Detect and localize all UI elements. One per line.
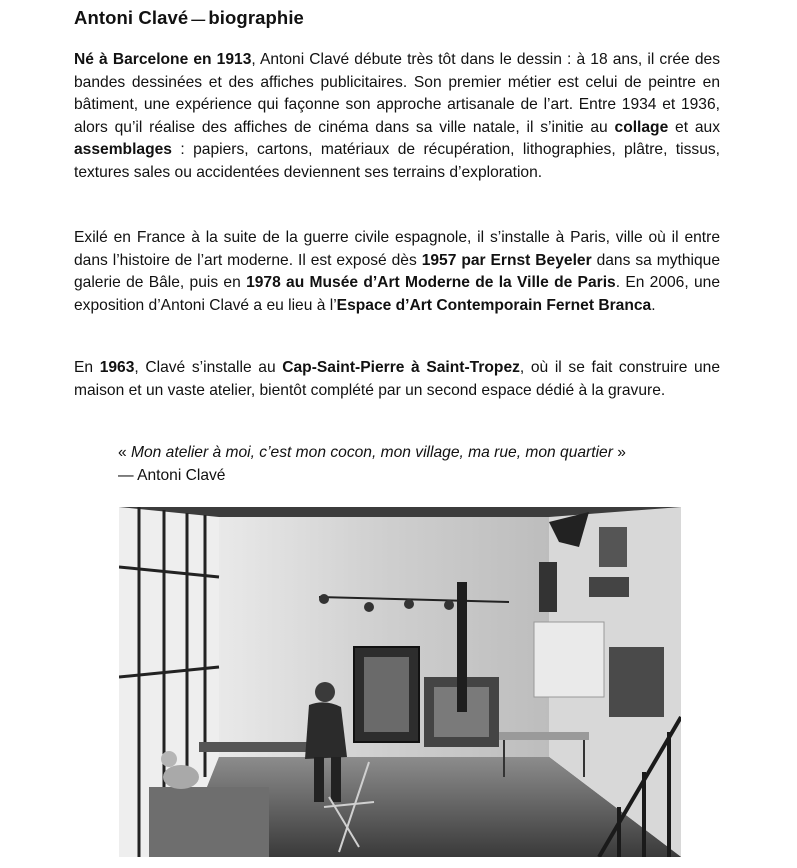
year-1963-highlight: 1963 — [99, 359, 135, 376]
musee-highlight: 1978 au Musée d’Art Moderne de la Ville de Paris — [246, 274, 616, 292]
text-span: Exilé en France à la suite de la guerre civile espagnole, il s’installe à Paris, ville où il entre dans l’histoire de l’art moderne. Il est exposé dès — [74, 229, 720, 269]
text-span: . En 2006, une exposition d’Antoni Clavé a eu lieu à l’ — [74, 274, 720, 314]
title-dash: — — [191, 11, 206, 27]
text-span: En — [74, 359, 100, 376]
quote-author: — Antoni Clavé — [118, 466, 226, 484]
birth-highlight: Né à Barcelone en 1913 — [74, 51, 252, 68]
espace-highlight: Espace d’Art Contemporain Fernet Branca — [336, 296, 652, 314]
paragraph-early-life — [74, 49, 720, 185]
title-name: Antoni Clavé — [74, 7, 189, 28]
cap-saint-pierre-highlight: Cap-Saint-Pierre à Saint-Tropez — [282, 359, 520, 376]
beyeler-highlight: 1957 par Ernst Beyeler — [421, 251, 592, 269]
studio-photo — [119, 507, 681, 857]
text-span: , Clavé s’installe au — [134, 359, 283, 376]
quote-text: Mon atelier à moi, c’est mon cocon, mon village, ma rue, mon quartier — [131, 444, 613, 461]
collage-highlight: collage — [614, 118, 669, 136]
paragraph-paris — [74, 227, 720, 317]
title-word: biographie — [208, 7, 304, 28]
text-span: et aux — [668, 118, 721, 136]
page-title — [74, 7, 304, 29]
quote-open: « — [118, 444, 132, 461]
text-span: , où il se fait construire une maison et un vaste atelier, bientôt complété par un second espace dédié à la gravure. — [74, 359, 721, 399]
text-span: , Antoni Clavé débute très tôt dans le dessin : à 18 ans, il crée des bandes dessinées et des affiches publicitaires. Son premier métier est celui de peintre en bâtiment, une expérience qui façonne son approche artisanale de l’art. Entre 1934 et 1936, alors qu’il réalise des affiches de cinéma dans sa ville natale, il s’initie au — [74, 51, 720, 136]
assemblages-highlight: assemblages — [74, 141, 172, 159]
quote-line — [118, 442, 626, 465]
studio-photo-icon — [119, 507, 681, 857]
blockquote — [118, 442, 626, 487]
text-span: : papiers, cartons, matériaux de récupération, lithographies, plâtre, tissus, textures sales ou accidentées deviennent ses terrains d’exploration. — [74, 141, 720, 181]
paragraph-saint-tropez — [74, 357, 720, 402]
text-span: . — [651, 296, 656, 314]
quote-close: » — [612, 444, 626, 461]
text-span: dans sa mythique galerie de Bâle, puis en — [74, 251, 720, 292]
